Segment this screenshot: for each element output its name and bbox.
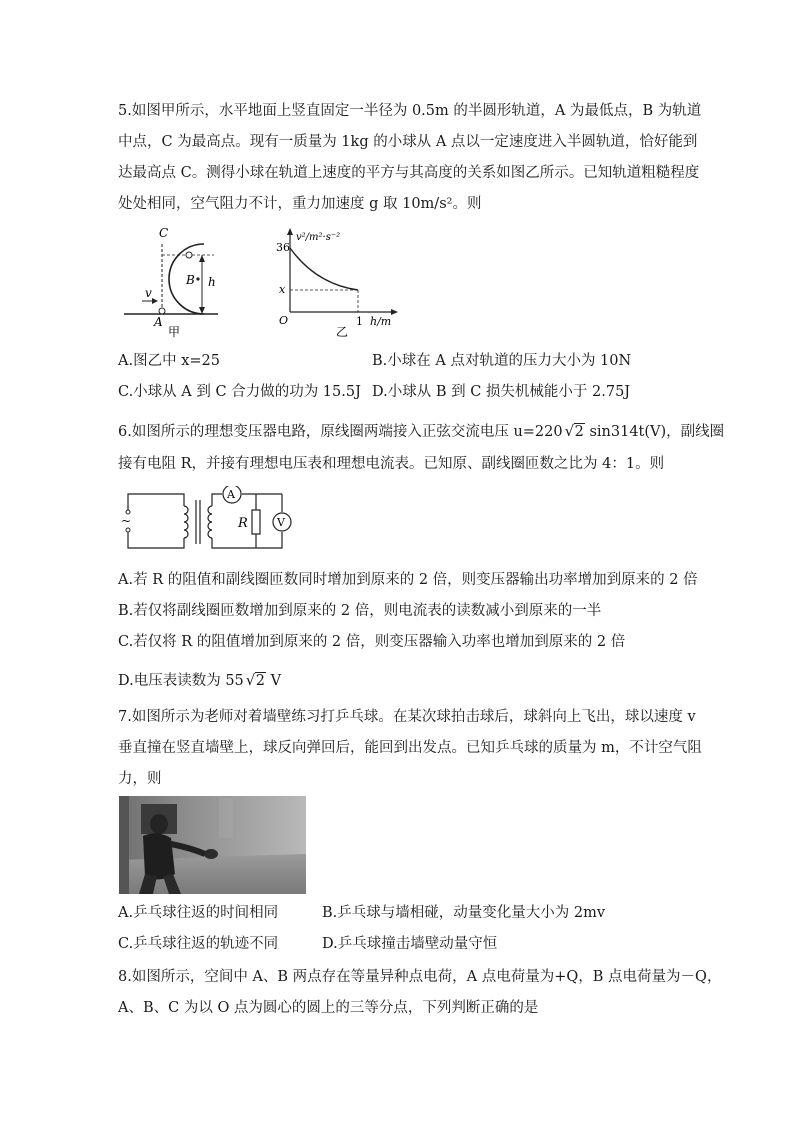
q6-line-1 — [118, 422, 724, 442]
q6-line-1-post: sin314t(V)，副线圈 — [589, 424, 725, 440]
q6-option-d-post: V — [270, 673, 282, 689]
q5-option-a: A.图乙中 x=25 — [118, 353, 220, 369]
ammeter-label: A — [227, 488, 235, 501]
q6-line-2: 接有电阻 R，并接有理想电压表和理想电流表。已知原、副线圈匝数之比为 4：1。则 — [118, 456, 665, 472]
sqrt-radicand: 2 — [574, 424, 584, 440]
y-tick-36: 36 — [276, 241, 290, 254]
q5-option-c: C.小球从 A 到 C 合力做的功为 15.5J — [118, 384, 361, 400]
figure-jia-semicircle-track — [120, 222, 230, 340]
sqrt-symbol: √ 2 — [245, 671, 266, 689]
figure-yi-v2-h-graph — [276, 222, 406, 340]
q5-line-4: 处处相同，空气阻力不计，重力加速度 g 取 10m/s²。则 — [118, 196, 482, 212]
q6-option-c: C.若仅将 R 的阻值增加到原来的 2 倍，则变压器输入功率也增加到原来的 2 倍 — [118, 634, 626, 650]
x-tick-1: 1 — [356, 315, 363, 328]
q8-line-1: 8.如图所示，空间中 A、B 两点存在等量异种点电荷，A 点电荷量为+Q，B 点电荷量为－Q， — [118, 969, 722, 985]
x-axis-label: h/m — [370, 315, 392, 328]
q6-option-d — [118, 671, 281, 691]
resistor-label: R — [238, 516, 248, 531]
label-v: v — [145, 286, 152, 300]
q7-line-3: 力，则 — [118, 771, 162, 787]
ac-source-symbol: ~ — [121, 514, 132, 528]
label-a: A — [154, 315, 163, 329]
q5-line-1: 5.如图甲所示，水平地面上竖直固定一半径为 0.5m 的半圆形轨道，A 为最低点，B 为轨道 — [118, 103, 702, 119]
caption-jia: 甲 — [168, 325, 181, 339]
label-b: B — [186, 273, 195, 287]
voltmeter-label: V — [277, 516, 285, 529]
label-h: h — [208, 275, 216, 289]
q6-option-a: A.若 R 的阻值和副线圈匝数同时增加到原来的 2 倍，则变压器输出功率增加到原来的 2 倍 — [118, 572, 698, 588]
q6-option-b: B.若仅将副线圈匝数增加到原来的 2 倍，则电流表的读数减小到原来的一半 — [118, 603, 602, 619]
q7-line-2: 垂直撞在竖直墙壁上，球反向弹回后，能回到出发点。已知乒乓球的质量为 m，不计空气阻 — [118, 740, 702, 756]
ping-pong-photo — [119, 796, 306, 894]
q5-line-3: 达最高点 C。测得小球在轨道上速度的平方与其高度的关系如图乙所示。已知轨道粗糙程度 — [118, 165, 700, 181]
q8-line-2: A、B、C 为以 O 点为圆心的圆上的三等分点，下列判断正确的是 — [118, 1000, 539, 1016]
origin-label: O — [279, 314, 289, 327]
caption-yi: 乙 — [336, 325, 349, 339]
x-mark: x — [279, 283, 286, 296]
q7-option-c: C.乒乓球往返的轨迹不同 — [118, 936, 279, 952]
figure-transformer-circuit — [118, 486, 300, 558]
q6-line-1-pre: 6.如图所示的理想变压器电路，原线圈两端接入正弦交流电压 u=220 — [118, 424, 563, 440]
sqrt-symbol: √ 2 — [564, 422, 584, 440]
q7-option-b: B.乒乓球与墙相碰，动量变化量大小为 2mv — [322, 905, 606, 921]
label-c: C — [159, 226, 169, 240]
q7-line-1: 7.如图所示为老师对着墙壁练习打乒乓球。在某次球拍击球后，球斜向上飞出，球以速度 v — [118, 709, 696, 725]
q7-option-d: D.乒乓球撞击墙壁动量守恒 — [322, 936, 498, 952]
q7-option-a: A.乒乓球往返的时间相同 — [118, 905, 279, 921]
q5-option-d: D.小球从 B 到 C 损失机械能小于 2.75J — [372, 384, 631, 400]
q5-line-2: 中点，C 为最高点。现有一质量为 1kg 的小球从 A 点以一定速度进入半圆轨道，恰好能到 — [118, 134, 698, 150]
sqrt-radicand: 2 — [255, 673, 266, 689]
q5-option-b: B.小球在 A 点对轨道的压力大小为 10N — [372, 353, 632, 369]
y-axis-label: v²/m²·s⁻² — [296, 232, 341, 243]
q6-option-d-pre: D.电压表读数为 55 — [118, 673, 244, 689]
